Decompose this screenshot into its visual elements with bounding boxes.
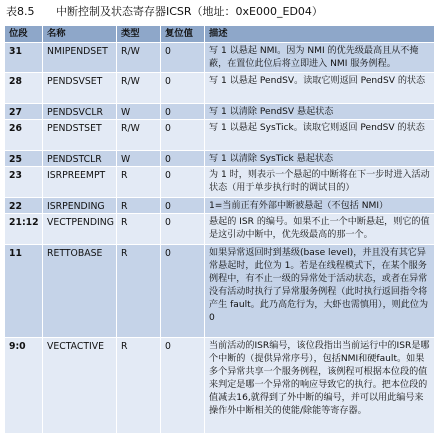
cell-reset: 0 xyxy=(161,214,205,245)
table-number: 表8.5 xyxy=(6,5,35,18)
cell-type: R xyxy=(117,167,161,198)
cell-desc: 写 1 以悬起 SysTick。读取它则返回 PendSV 的状态 xyxy=(205,120,435,151)
table-row xyxy=(5,214,435,245)
cell-type: W xyxy=(117,151,161,167)
cell-bits: 23 xyxy=(5,167,43,198)
cell-bits: 11 xyxy=(5,245,43,338)
cell-bits: 22 xyxy=(5,198,43,214)
cell-bits: 26 xyxy=(5,120,43,151)
table-row xyxy=(5,167,435,198)
cell-name: PENDSVCLR xyxy=(43,104,117,120)
cell-type: R xyxy=(117,214,161,245)
cell-type: R/W xyxy=(117,73,161,104)
cell-name: PENDSTSET xyxy=(43,120,117,151)
cell-reset: 0 xyxy=(161,167,205,198)
cell-desc: 写 1 以清除 PendSV 悬起状态 xyxy=(205,104,435,120)
header-type: 类型 xyxy=(117,26,161,43)
header-bits: 位段 xyxy=(5,26,43,43)
table-row xyxy=(5,73,435,104)
cell-reset: 0 xyxy=(161,104,205,120)
cell-type: R/W xyxy=(117,120,161,151)
cell-bits: 21:12 xyxy=(5,214,43,245)
table-row xyxy=(5,120,435,151)
cell-reset: 0 xyxy=(161,245,205,338)
cell-bits: 28 xyxy=(5,73,43,104)
cell-reset: 0 xyxy=(161,120,205,151)
table-row xyxy=(5,43,435,73)
cell-type: R xyxy=(117,338,161,434)
cell-bits: 25 xyxy=(5,151,43,167)
cell-bits: 27 xyxy=(5,104,43,120)
cell-name: PENDSTCLR xyxy=(43,151,117,167)
table-row xyxy=(5,104,435,120)
cell-reset: 0 xyxy=(161,198,205,214)
cell-type: R xyxy=(117,198,161,214)
cell-reset: 0 xyxy=(161,73,205,104)
cell-desc: 为 1 时，则表示一个悬起的中断将在下一步时进入活动状态（用于单步执行时的调试目的） xyxy=(205,167,435,198)
table-caption xyxy=(6,4,323,20)
cell-desc: 悬起的 ISR 的编号。如果不止一个中断悬起，则它的值是这引动中断中，优先级最高的那一个。 xyxy=(205,214,435,245)
header-desc: 描述 xyxy=(205,26,435,43)
cell-bits: 31 xyxy=(5,43,43,73)
cell-desc: 写 1 以悬起 NMI。因为 NMI 的优先级最高且从不掩蔽，在置位此位后将立即进入 NMI 服务例程。 xyxy=(205,43,435,73)
cell-type: W xyxy=(117,104,161,120)
table-row xyxy=(5,198,435,214)
cell-reset: 0 xyxy=(161,43,205,73)
cell-desc: 当前活动的ISR编号，该位段指出当前运行中的ISR是哪个中断的（提供异常序号），包括NMI和硬fault。如果多个异常共享一个服务例程，该例程可根据本位段的值来判定是哪一个异常的响应导致它的执行。把本位段的值减去16,就得到了外中断的编号，并可以用此编号来操作外中断相关的使能/除能等寄存器。 xyxy=(205,338,435,434)
cell-desc: 1=当前正有外部中断被悬起（不包括 NMI） xyxy=(205,198,435,214)
header-reset: 复位值 xyxy=(161,26,205,43)
cell-desc: 写 1 以悬起 PendSV。读取它则返回 PendSV 的状态 xyxy=(205,73,435,104)
table-title: 中断控制及状态寄存器ICSR（地址：0xE000_ED04） xyxy=(56,5,323,18)
table-row xyxy=(5,338,435,434)
table-row xyxy=(5,245,435,338)
cell-type: R/W xyxy=(117,43,161,73)
cell-name: ISRPENDING xyxy=(43,198,117,214)
cell-type: R xyxy=(117,245,161,338)
cell-reset: 0 xyxy=(161,338,205,434)
cell-name: VECTACTIVE xyxy=(43,338,117,434)
cell-reset: 0 xyxy=(161,151,205,167)
cell-name: PENDSVSET xyxy=(43,73,117,104)
cell-name: ISRPREEMPT xyxy=(43,167,117,198)
header-name: 名称 xyxy=(43,26,117,43)
cell-name: NMIPENDSET xyxy=(43,43,117,73)
table-row xyxy=(5,151,435,167)
cell-name: RETTOBASE xyxy=(43,245,117,338)
cell-desc: 写 1 以清除 SysTick 悬起状态 xyxy=(205,151,435,167)
header-row xyxy=(5,26,435,43)
cell-name: VECTPENDING xyxy=(43,214,117,245)
cell-bits: 9:0 xyxy=(5,338,43,434)
cell-desc: 如果异常返回时到基级(base level)，并且没有其它异常悬起时，此位为 1。若是在线程模式下，在某个服务例程中，有不止一级的异常处于活动状态，或者在异常没有活动时执行了异常服务例程（此时执行返回指令将产生 fault。此乃高危行为，大虾也需慎用），则此位为 0 xyxy=(205,245,435,338)
register-table xyxy=(4,25,435,434)
